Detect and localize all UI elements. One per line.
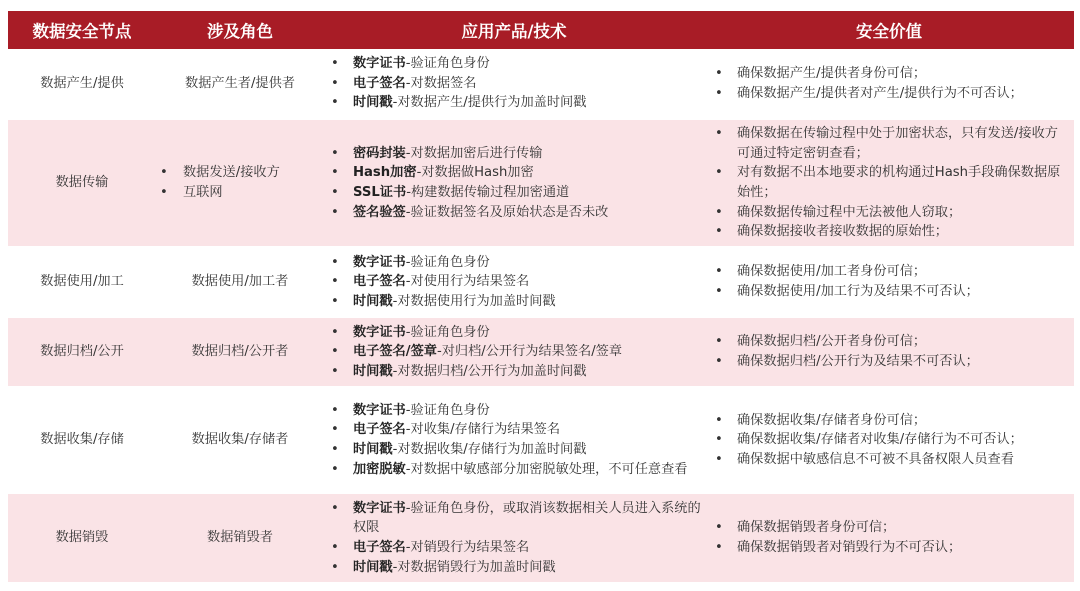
product-desc: -对数据使用行为加盖时间戳 [392,293,556,309]
role-cell: 数据归档/公开者 [156,317,324,387]
table-row [8,317,1074,387]
list-item: • 确保数据销毁者对销毁行为不可否认； [705,538,1073,558]
list-item: • 确保数据在传输过程中处于加密状态，只有发送/接收方可通过特定密钥查看； [705,124,1073,163]
table-row [8,493,1074,583]
product-desc: -构建数据传输过程加密通道 [406,185,570,200]
list-item [325,163,703,183]
product-desc: -对收集/存储行为结果签名 [405,422,561,438]
product-term: 签名验签 [353,204,406,220]
product-desc: -验证角色身份 [405,254,490,270]
product-desc: -对归档/公开行为结果签名/签章 [436,344,623,360]
product-desc: -验证角色身份，或取消该数据相关人员进入系统的权限 [353,500,701,536]
table-row [8,387,1074,493]
table-header-row [8,11,1074,49]
header-roles: 涉及角色 [156,11,324,49]
security-table-container [8,11,1074,584]
list-item [325,183,703,203]
table-row [8,49,1074,119]
product-term: 电子签名/签章 [353,344,437,360]
product-term: Hash加密 [353,165,417,181]
product-desc: -对数据做Hash加密 [416,165,534,181]
product-term: 时间戳 [353,293,393,309]
node-cell: 数据传输 [8,119,156,247]
product-term: 数字证书 [353,500,406,516]
list-item: • 确保数据收集/存储者身份可信； [705,411,1073,431]
role-cell: 数据收集/存储者 [156,387,324,493]
product-desc: -验证角色身份 [405,324,490,340]
product-desc: -对数据加密后进行传输 [405,145,543,161]
list-item [325,93,703,113]
list-item: • 确保数据使用/加工行为及结果不可否认； [705,282,1073,302]
list-item [325,342,703,362]
header-products: 应用产品/技术 [324,11,704,49]
products-cell [324,493,704,583]
table-row [8,247,1074,317]
product-term: 数字证书 [353,56,406,72]
role-cell: 数据销毁者 [156,493,324,583]
product-desc: -对数据归档/公开行为加盖时间戳 [392,363,587,379]
list-item: • 确保数据接收者接收数据的原始性； [705,222,1073,242]
list-item [325,272,703,292]
node-cell: 数据使用/加工 [8,247,156,317]
products-cell [324,247,704,317]
list-item [325,144,703,164]
data-security-table [8,11,1074,584]
list-item: • 数据发送/接收方 [156,163,320,183]
header-security-node: 数据安全节点 [8,11,156,49]
list-item [325,558,703,578]
list-item: • 确保数据销毁者身份可信； [705,518,1073,538]
list-item [325,460,703,480]
product-term: 时间戳 [353,442,393,457]
list-item [325,401,703,421]
values-cell [704,493,1074,583]
list-item [325,74,703,94]
product-desc: -验证角色身份 [405,56,490,72]
list-item: • 对有数据不出本地要求的机构通过Hash手段确保数据原始性； [705,163,1073,202]
values-cell [704,387,1074,493]
node-cell: 数据归档/公开 [8,317,156,387]
list-item [325,54,703,74]
products-cell [324,49,704,119]
list-item [325,253,703,273]
list-item: • 确保数据中敏感信息不可被不具备权限人员查看 [705,450,1073,470]
list-item [325,538,703,558]
product-term: 电子签名 [353,75,406,91]
product-desc: -对数据中敏感部分加密脱敏处理，不可任意查看 [405,461,688,477]
table-row [8,119,1074,247]
products-cell [324,387,704,493]
list-item [325,499,703,538]
list-item: • 确保数据产生/提供者对产生/提供行为不可否认； [705,84,1073,104]
node-cell: 数据销毁 [8,493,156,583]
list-item: • 确保数据归档/公开行为及结果不可否认； [705,352,1073,372]
product-term: 电子签名 [353,274,406,290]
product-desc: -验证数据签名及原始状态是否未改 [405,204,609,220]
header-security-value: 安全价值 [704,11,1074,49]
values-cell [704,49,1074,119]
list-item [325,440,703,460]
list-item [325,203,703,223]
list-item [325,323,703,343]
product-desc: -对数据收集/存储行为加盖时间戳 [392,442,587,457]
list-item: • 确保数据产生/提供者身份可信； [705,64,1073,84]
product-desc: -对销毁行为结果签名 [405,540,530,555]
values-cell [704,247,1074,317]
product-desc: -对数据产生/提供行为加盖时间戳 [392,95,587,111]
product-term: 加密脱敏 [353,461,406,477]
product-term: 数字证书 [353,254,406,270]
values-cell [704,317,1074,387]
role-cell: 数据产生者/提供者 [156,49,324,119]
product-term: 电子签名 [353,422,406,438]
role-cell: 数据使用/加工者 [156,247,324,317]
list-item [325,420,703,440]
product-term: 密码封装 [353,145,406,161]
product-term: 数字证书 [353,324,406,340]
list-item: • 确保数据使用/加工者身份可信； [705,262,1073,282]
values-cell [704,119,1074,247]
list-item: • 确保数据收集/存储者对收集/存储行为不可否认； [705,430,1073,450]
products-cell [324,317,704,387]
node-cell: 数据收集/存储 [8,387,156,493]
node-cell: 数据产生/提供 [8,49,156,119]
product-term: 时间戳 [353,363,393,379]
list-item [325,362,703,382]
product-term: 时间戳 [353,95,393,111]
product-term: SSL证书 [353,185,407,200]
list-item: • 确保数据传输过程中无法被他人窃取； [705,203,1073,223]
product-desc: -对数据销毁行为加盖时间戳 [392,559,556,575]
products-cell [324,119,704,247]
role-cell [156,119,324,247]
product-term: 数字证书 [353,402,406,418]
list-item: • 互联网 [156,183,320,203]
product-desc: -对使用行为结果签名 [405,274,530,290]
product-term: 电子签名 [353,540,406,555]
product-term: 时间戳 [353,559,393,575]
product-desc: -验证角色身份 [405,402,490,418]
product-desc: -对数据签名 [405,75,477,91]
list-item [325,292,703,312]
list-item: • 确保数据归档/公开者身份可信； [705,332,1073,352]
